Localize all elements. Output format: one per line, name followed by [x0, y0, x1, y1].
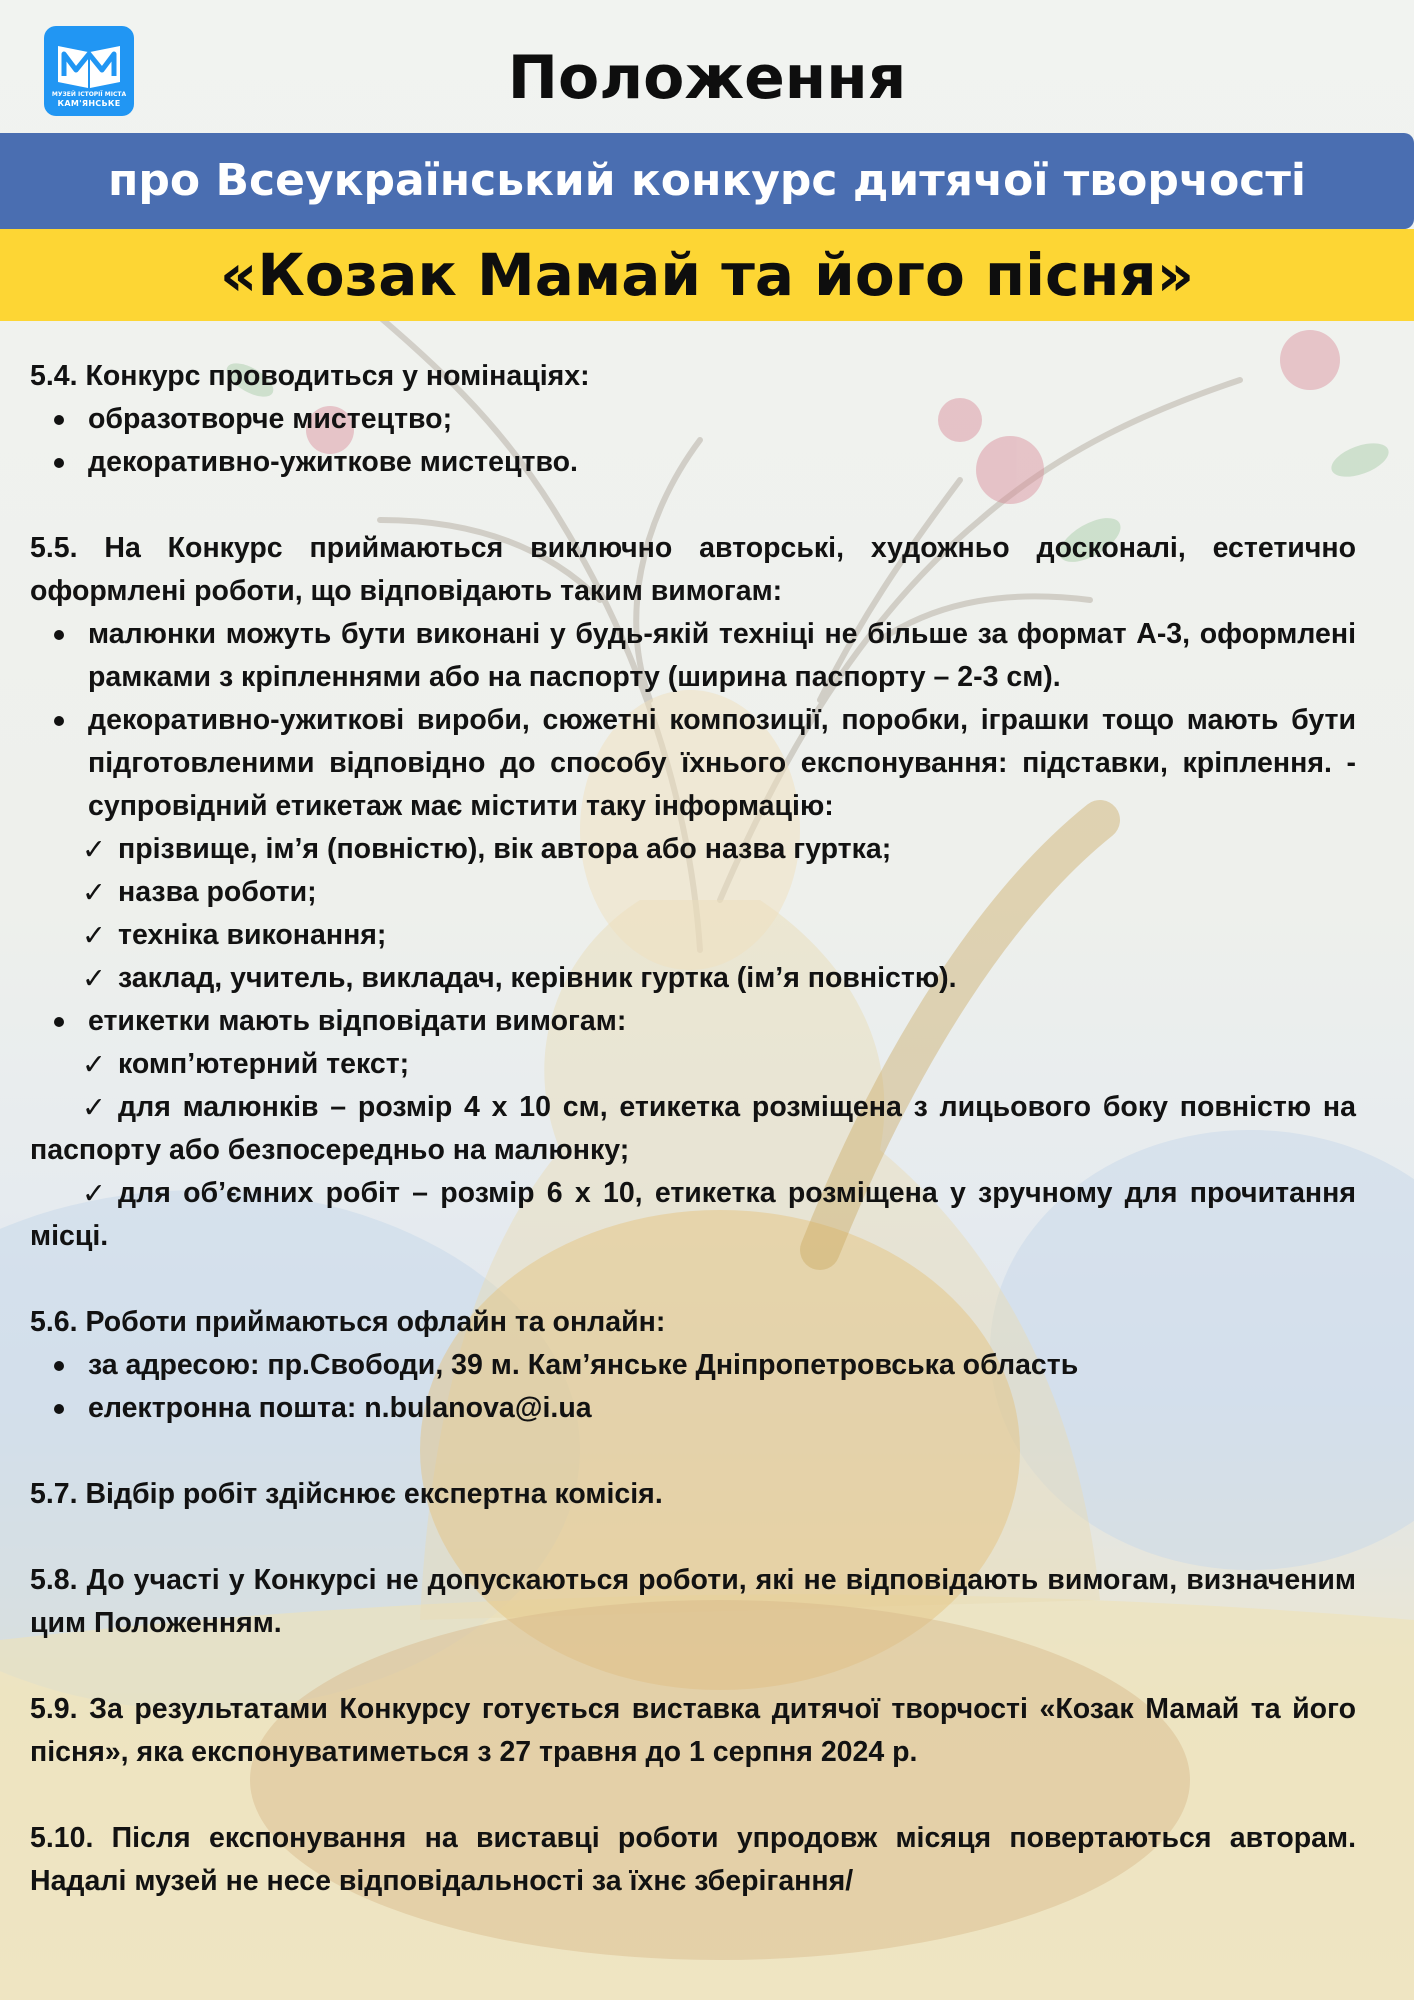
- contest-name: «Козак Мамай та його пісня»: [219, 241, 1195, 309]
- list-item: декоративно-ужиткові вироби, сюжетні композиції, поробки, іграшки тощо мають бути підготовленими відповідно до способу їхнього експонування: підставки, кріплення. - супровідний етикетаж має містити таку інформацію:: [30, 699, 1356, 828]
- section-5-8: 5.8. До участі у Конкурсі не допускаються роботи, які не відповідають вимогам, визначеним цим Положенням.: [30, 1564, 1356, 1639]
- check-icon: ✓: [82, 1177, 106, 1210]
- check-item: ✓ комп’ютерний текст;: [30, 1043, 1356, 1086]
- list-item: електронна пошта: n.bulanova@i.ua: [30, 1387, 1356, 1430]
- section-5-9: 5.9. За результатами Конкурсу готується виставка дитячої творчості «Козак Мамай та його пісня», яка експонуватиметься з 27 травня до 1 серпня 2024 р.: [30, 1693, 1356, 1768]
- list-item: етикетки мають відповідати вимогам:: [30, 1000, 1356, 1043]
- check-icon: ✓: [82, 962, 106, 995]
- logo-city-text: КАМ'ЯНСЬКЕ: [57, 99, 121, 108]
- list-item: малюнки можуть бути виконані у будь-якій техніці не більше за формат А-3, оформлені рамками з кріпленнями або на паспорту (ширина паспорту – 2-3 см).: [30, 613, 1356, 699]
- check-item: ✓ заклад, учитель, викладач, керівник гуртка (ім’я повністю).: [30, 957, 1356, 1000]
- check-item: ✓ для малюнків – розмір 4 х 10 см, етикетка розміщена з лицьового боку повністю на паспорту або безпосередньо на малюнку;: [30, 1086, 1356, 1172]
- check-item: ✓ для об’ємних робіт – розмір 6 х 10, етикетка розміщена у зручному для прочитання місці.: [30, 1172, 1356, 1258]
- bullet-icon: [54, 1404, 64, 1414]
- check-item: ✓ техніка виконання;: [30, 914, 1356, 957]
- list-item: образотворче мистецтво;: [30, 398, 1356, 441]
- subtitle: про Всеукраїнський конкурс дитячої творчості: [108, 155, 1306, 206]
- bullet-icon: [54, 415, 64, 425]
- logo-small-text: МУЗЕЙ ІСТОРІЇ МІСТА: [51, 91, 127, 98]
- check-item: ✓ назва роботи;: [30, 871, 1356, 914]
- bullet-icon: [54, 630, 64, 640]
- check-icon: ✓: [82, 833, 106, 866]
- bullet-icon: [54, 716, 64, 726]
- check-item: ✓ прізвище, ім’я (повністю), вік автора або назва гуртка;: [30, 828, 1356, 871]
- page-title: Положення: [507, 43, 907, 113]
- check-icon: ✓: [82, 1048, 106, 1081]
- section-5-6-heading: 5.6. Роботи приймаються офлайн та онлайн:: [30, 1306, 666, 1338]
- subtitle-band: [0, 133, 1414, 229]
- check-icon: ✓: [82, 1091, 106, 1124]
- bullet-icon: [54, 1017, 64, 1027]
- list-item: декоративно-ужиткове мистецтво.: [30, 441, 1356, 484]
- section-5-4-heading: 5.4. Конкурс проводиться у номінаціях:: [30, 360, 590, 392]
- section-5-10: 5.10. Після експонування на виставці роботи упродовж місяця повертаються авторам. Надалі музей не несе відповідальності за їхнє зберігання/: [30, 1822, 1356, 1897]
- section-5-5-intro: 5.5. На Конкурс приймаються виключно авторські, художньо досконалі, естетично оформлені роботи, що відповідають таким вимогам:: [30, 532, 1356, 607]
- bullet-icon: [54, 458, 64, 468]
- section-5-7: 5.7. Відбір робіт здійснює експертна комісія.: [30, 1478, 663, 1510]
- list-item: за адресою: пр.Свободи, 39 м. Кам’янське Дніпропетровська область: [30, 1344, 1356, 1387]
- document-body: [30, 355, 1356, 1903]
- check-icon: ✓: [82, 919, 106, 952]
- bullet-icon: [54, 1361, 64, 1371]
- contest-band: [0, 229, 1414, 321]
- check-icon: ✓: [82, 876, 106, 909]
